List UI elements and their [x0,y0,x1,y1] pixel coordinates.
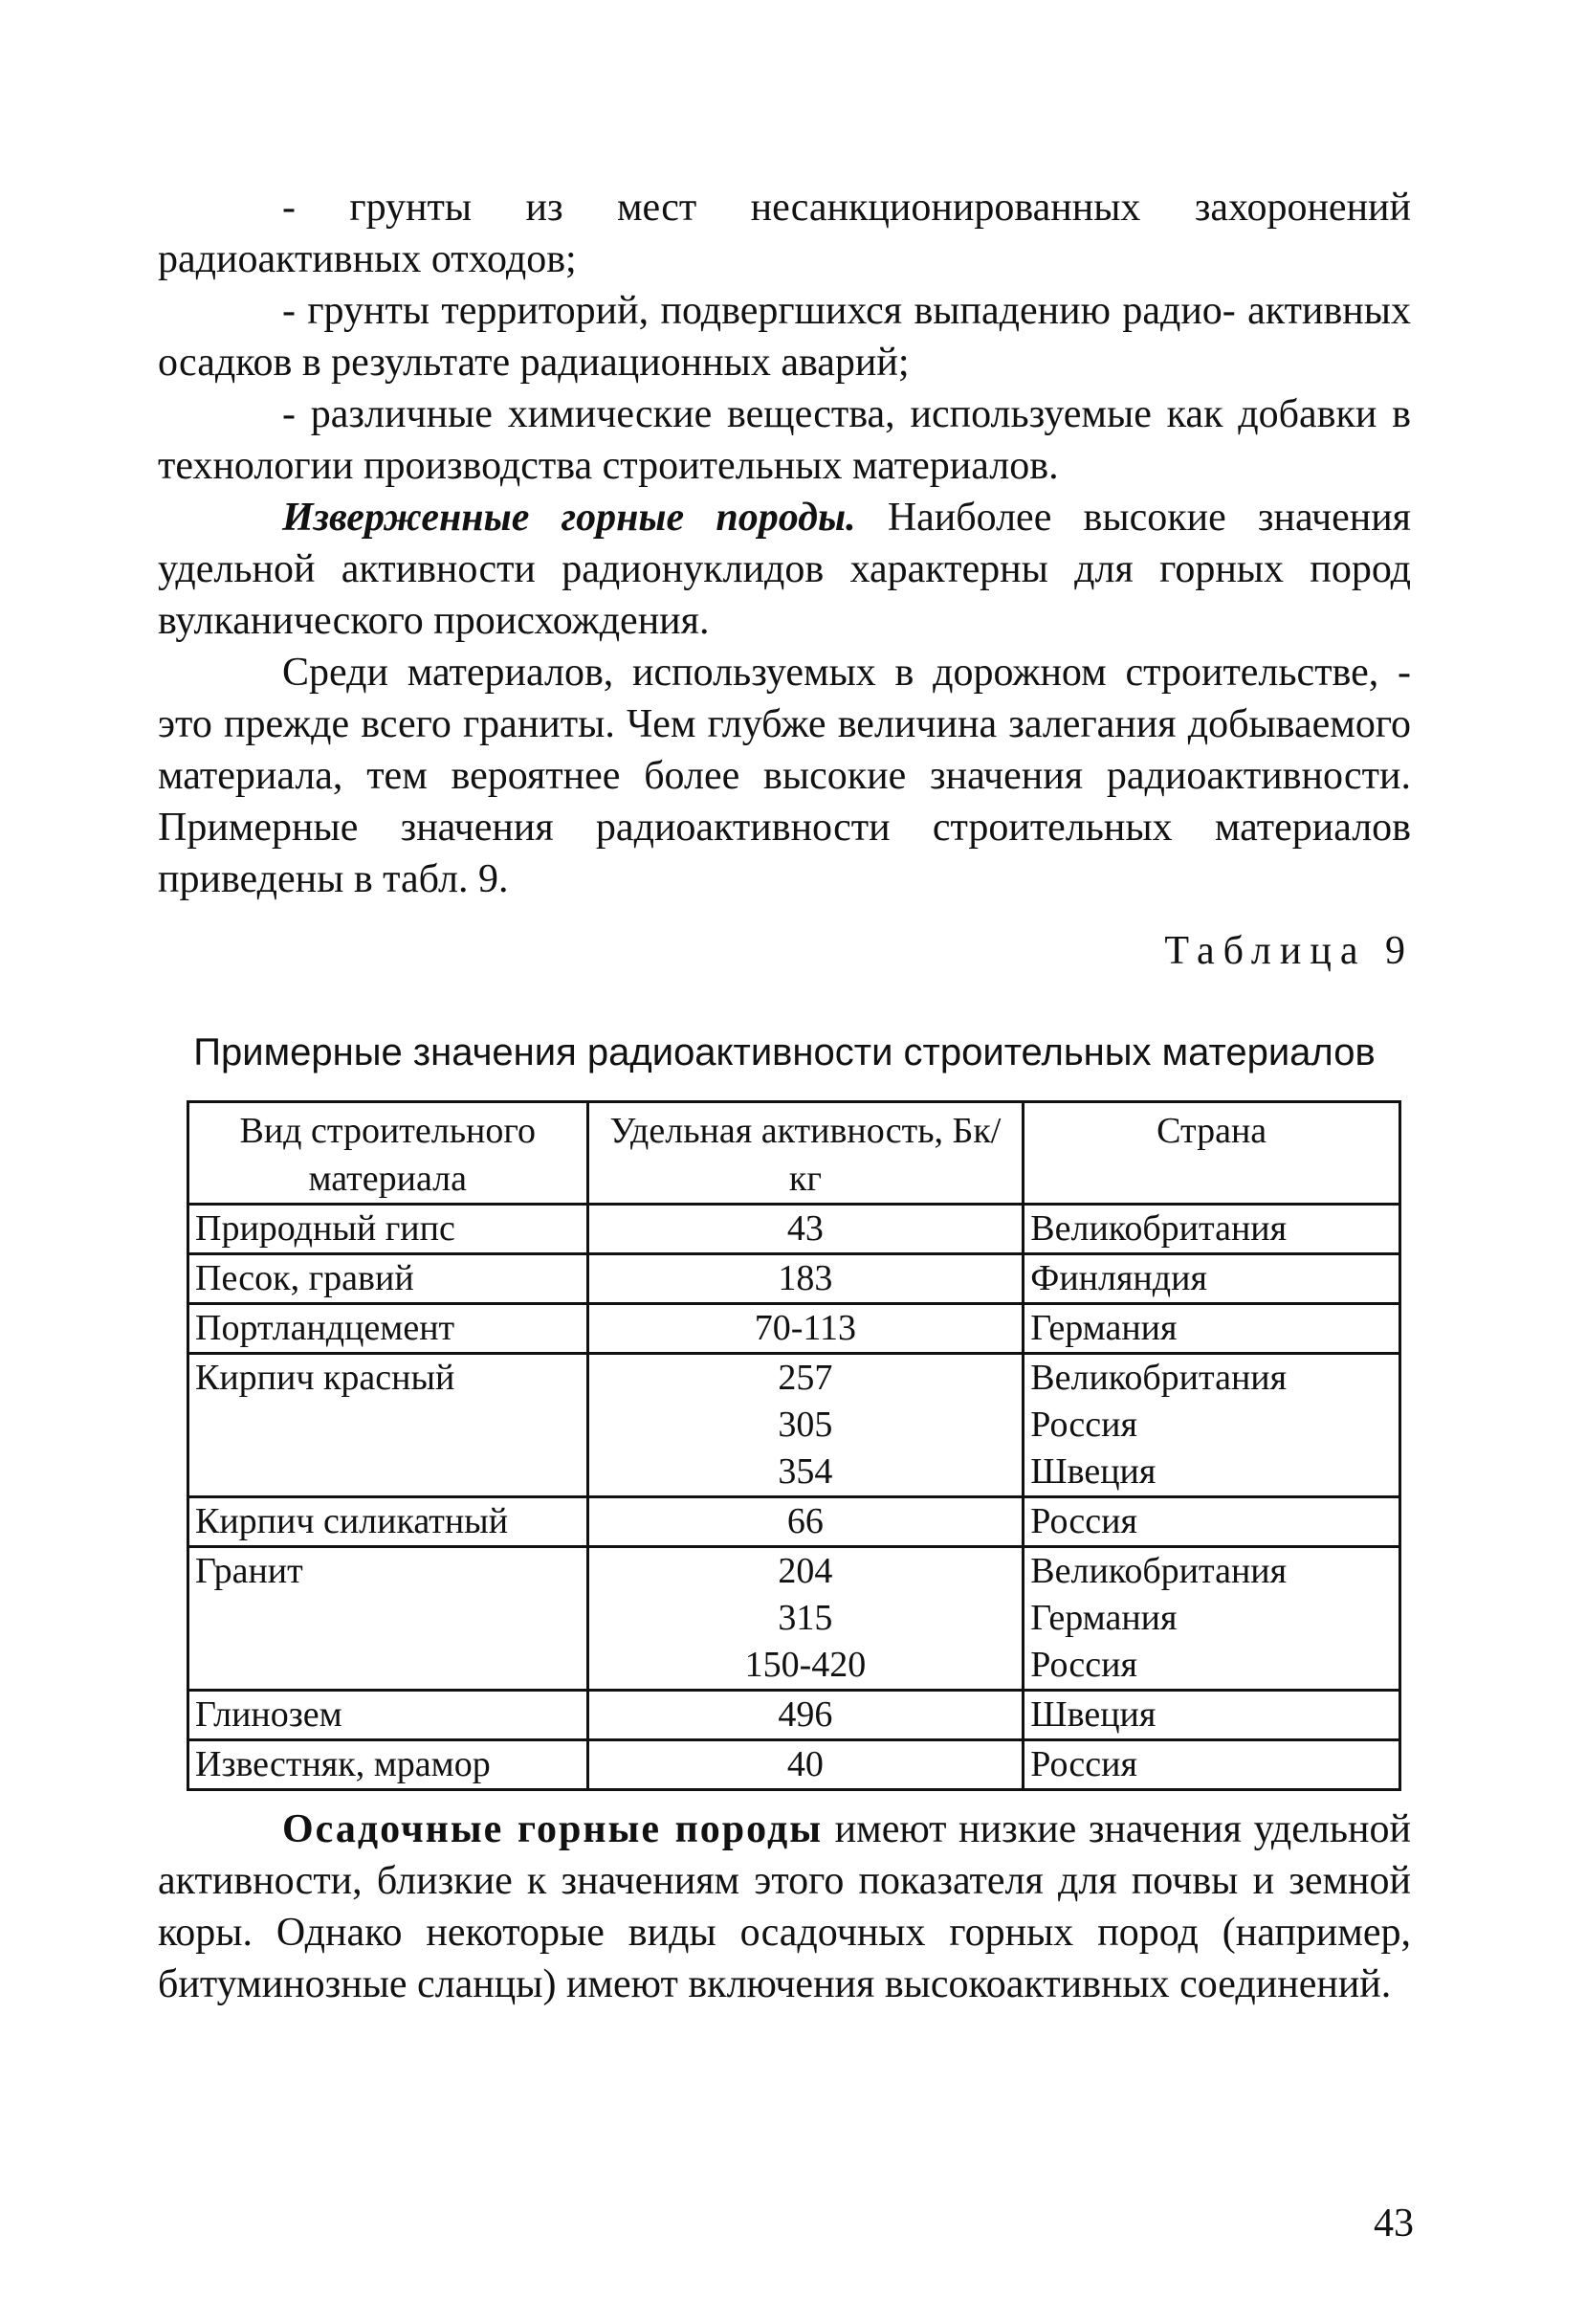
header-activity: Удельная активность, Бк/кг [587,1102,1024,1205]
radioactivity-table [187,1100,1401,1791]
country-value: Великобритания [1030,1551,1288,1591]
list-item-text: - грунты из мест несанкционированных захоронений [282,186,1411,230]
cell-country [1024,1691,1400,1740]
country-value: Россия [1030,1744,1137,1784]
list-item [158,182,1411,285]
cell-activity [587,1691,1024,1740]
table-row [188,1205,1400,1254]
cell-activity [587,1497,1024,1547]
sedimentary-heading: Осадочные горные породы [282,1807,823,1851]
table-row [188,1254,1400,1304]
igneous-text: Наиболее высокие значения удельной активности радионуклидов характерны для горных пород вулканического происхождения. [158,496,1411,643]
list-item-text: - различные химические вещества, используемые как [282,392,1223,436]
cell-country [1024,1354,1400,1497]
cell-material: Портландцемент [188,1304,588,1354]
cell-country [1024,1205,1400,1254]
activity-value: 43 [786,1208,824,1249]
country-value: Россия [1030,1405,1137,1445]
cell-country [1024,1254,1400,1304]
table-title: Примерные значения радиоактивности строительных материалов [193,1031,1376,1073]
country-value: Германия [1030,1598,1178,1638]
list-item-text: - грунты территорий, подвергшихся выпадению радио- [282,289,1236,333]
table-row [188,1740,1400,1790]
table-body [188,1205,1400,1790]
cell-activity [587,1304,1024,1354]
cell-material: Природный гипс [188,1205,588,1254]
cell-material: Гранит [188,1547,588,1691]
country-value: Швеция [1030,1451,1156,1492]
page-number: 43 [1374,2202,1414,2246]
country-value: Швеция [1030,1694,1156,1735]
country-value: Великобритания [1030,1358,1288,1398]
header-country: Страна [1024,1102,1400,1205]
list-item-text: добавки в технологии производства строительных материалов. [158,392,1411,488]
igneous-paragraph [158,492,1411,647]
table-row [188,1354,1400,1497]
activity-value: 354 [778,1451,833,1492]
activity-value: 305 [778,1405,833,1445]
cell-material: Глинозем [188,1691,588,1740]
cell-country [1024,1547,1400,1691]
country-value: Великобритания [1030,1208,1288,1249]
cell-material: Кирпич красный [188,1354,588,1497]
activity-value: 183 [778,1258,833,1298]
table-row [188,1497,1400,1547]
activity-value: 70-113 [754,1308,857,1348]
list-item [158,388,1411,492]
country-value: Россия [1030,1501,1137,1541]
cell-activity [587,1547,1024,1691]
cell-country [1024,1304,1400,1354]
table-row [188,1691,1400,1740]
table-label: Таблица 9 [1164,929,1414,973]
cell-activity [587,1205,1024,1254]
intro-list [158,182,1411,905]
activity-value: 150-420 [744,1645,867,1685]
country-value: Россия [1030,1645,1137,1685]
activity-value: 315 [778,1598,833,1638]
country-value: Германия [1030,1308,1178,1348]
cell-material: Кирпич силикатный [188,1497,588,1547]
sedimentary-section [158,1804,1411,2010]
cell-activity [587,1740,1024,1790]
cell-activity [587,1354,1024,1497]
cell-material: Песок, гравий [188,1254,588,1304]
cell-country [1024,1497,1400,1547]
table-row [188,1304,1400,1354]
cell-activity [587,1254,1024,1304]
activity-value: 496 [778,1694,833,1735]
activity-value: 204 [778,1551,833,1591]
activity-value: 66 [786,1501,824,1541]
country-value: Финляндия [1030,1258,1207,1298]
cell-country [1024,1740,1400,1790]
cell-material: Известняк, мрамор [188,1740,588,1790]
materials-paragraph: Среди материалов, используемых в дорожном строительстве, - это прежде всего граниты. Чем глубже величина залегания добываемого материала, тем вероятнее более высокие значения радиоактивности. Примерные значения радиоактивности строительных материалов приведены в табл. 9. [158,651,1411,901]
table-row [188,1547,1400,1691]
sedimentary-text: имеют низкие значения удельной активности, близкие к значениям этого показателя для почвы и земной коры. Однако некоторые виды осадочных горных пород (например, битуминозные сланцы) имеют включения высокоактивных соединений. [158,1807,1411,2006]
header-material: Вид строительного материала [188,1102,588,1205]
sedimentary-paragraph [158,1804,1411,2010]
list-item-text: активных осадков в результате радиационных аварий; [158,289,1411,385]
activity-value: 257 [778,1358,833,1398]
list-item [158,285,1411,388]
activity-value: 40 [786,1744,824,1784]
list-item-text: радиоактивных отходов; [158,237,577,281]
igneous-heading: Изверженные горные породы. [282,496,856,540]
table-header-row [188,1102,1400,1205]
